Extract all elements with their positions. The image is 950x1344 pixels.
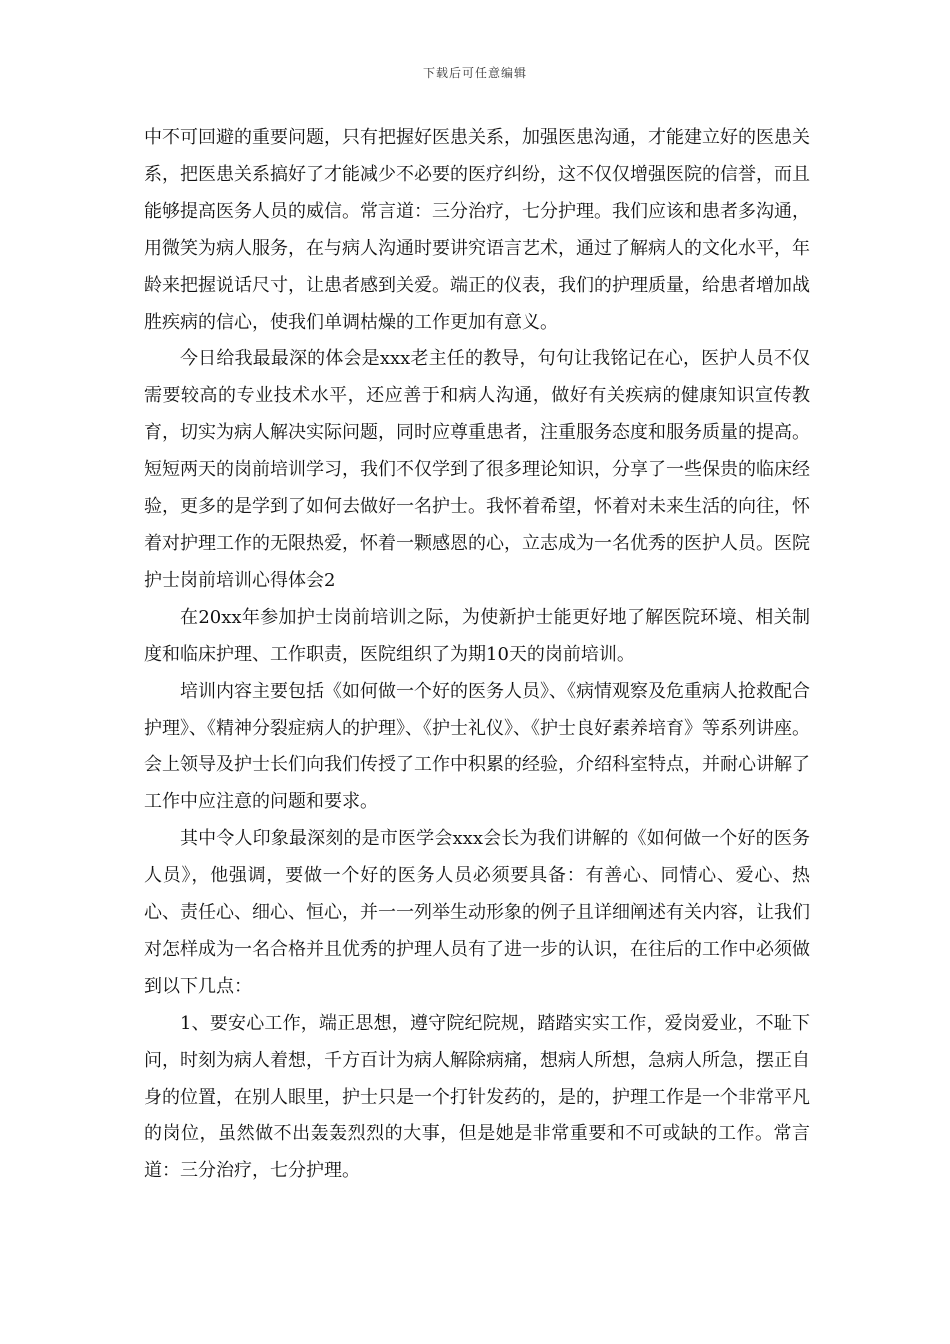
page-header: 下载后可任意编辑 — [422, 66, 527, 80]
paragraph-6: 1、要安心工作，端正思想，遵守院纪院规，踏踏实实工作，爱岗爱业，不耻下问，时刻为病人着想，千方百计为病人解除病痛，想病人所想，急病人所急，摆正自身的位置，在别人眼里，护士只是一个打针发药的，是的，护理工作是一个非常平凡的岗位，虽然做不出轰轰烈烈的大事，但是她是非常重要和不可或缺的工作。常言道：三分治疗，七分护理。 — [144, 1012, 810, 1182]
document-body — [144, 120, 810, 1190]
paragraph-5: 其中令人印象最深刻的是市医学会xxx会长为我们讲解的《如何做一个好的医务人员》，他强调，要做一个好的医务人员必须要具备：有善心、同情心、爱心、热心、责任心、细心、恒心，并一一列举生动形象的例子且详细阐述有关内容，让我们对怎样成为一名合格并且优秀的护理人员有了进一步的认识，在往后的工作中必须做到以下几点： — [144, 828, 810, 997]
paragraph-1: 中不可回避的重要问题，只有把握好医患关系，加强医患沟通，才能建立好的医患关系，把医患关系搞好了才能减少不必要的医疗纠纷，这不仅仅增强医院的信誉，而且能够提高医务人员的威信。常言道：三分治疗，七分护理。我们应该和患者多沟通，用微笑为病人服务，在与病人沟通时要讲究语言艺术，通过了解病人的文化水平，年龄来把握说话尺寸，让患者感到关爱。端正的仪表，我们的护理质量，给患者增加战胜疾病的信心，使我们单调枯燥的工作更加有意义。 — [144, 127, 810, 333]
paragraph-2: 今日给我最最深的体会是xxx老主任的教导，句句让我铭记在心，医护人员不仅需要较高的专业技术水平，还应善于和病人沟通，做好有关疾病的健康知识宣传教育，切实为病人解决实际问题，同时应尊重患者，注重服务态度和服务质量的提高。短短两天的岗前培训学习，我们不仅学到了很多理论知识，分享了一些保贵的临床经验，更多的是学到了如何去做好一名护士。我怀着希望，怀着对未来生活的向往，怀着对护理工作的无限热爱，怀着一颗感恩的心，立志成为一名优秀的医护人员。医院护士岗前培训心得体会2 — [144, 348, 810, 591]
paragraph-3: 在20xx年参加护士岗前培训之际，为使新护士能更好地了解医院环境、相关制度和临床护理、工作职责，医院组织了为期10天的岗前培训。 — [144, 606, 810, 665]
paragraph-4: 培训内容主要包括《如何做一个好的医务人员》、《病情观察及危重病人抢救配合护理》、《精神分裂症病人的护理》、《护士礼仪》、《护士良好素养培育》等系列讲座。会上领导及护士长们向我们传授了工作中积累的经验，介绍科室特点，并耐心讲解了工作中应注意的问题和要求。 — [144, 680, 810, 813]
